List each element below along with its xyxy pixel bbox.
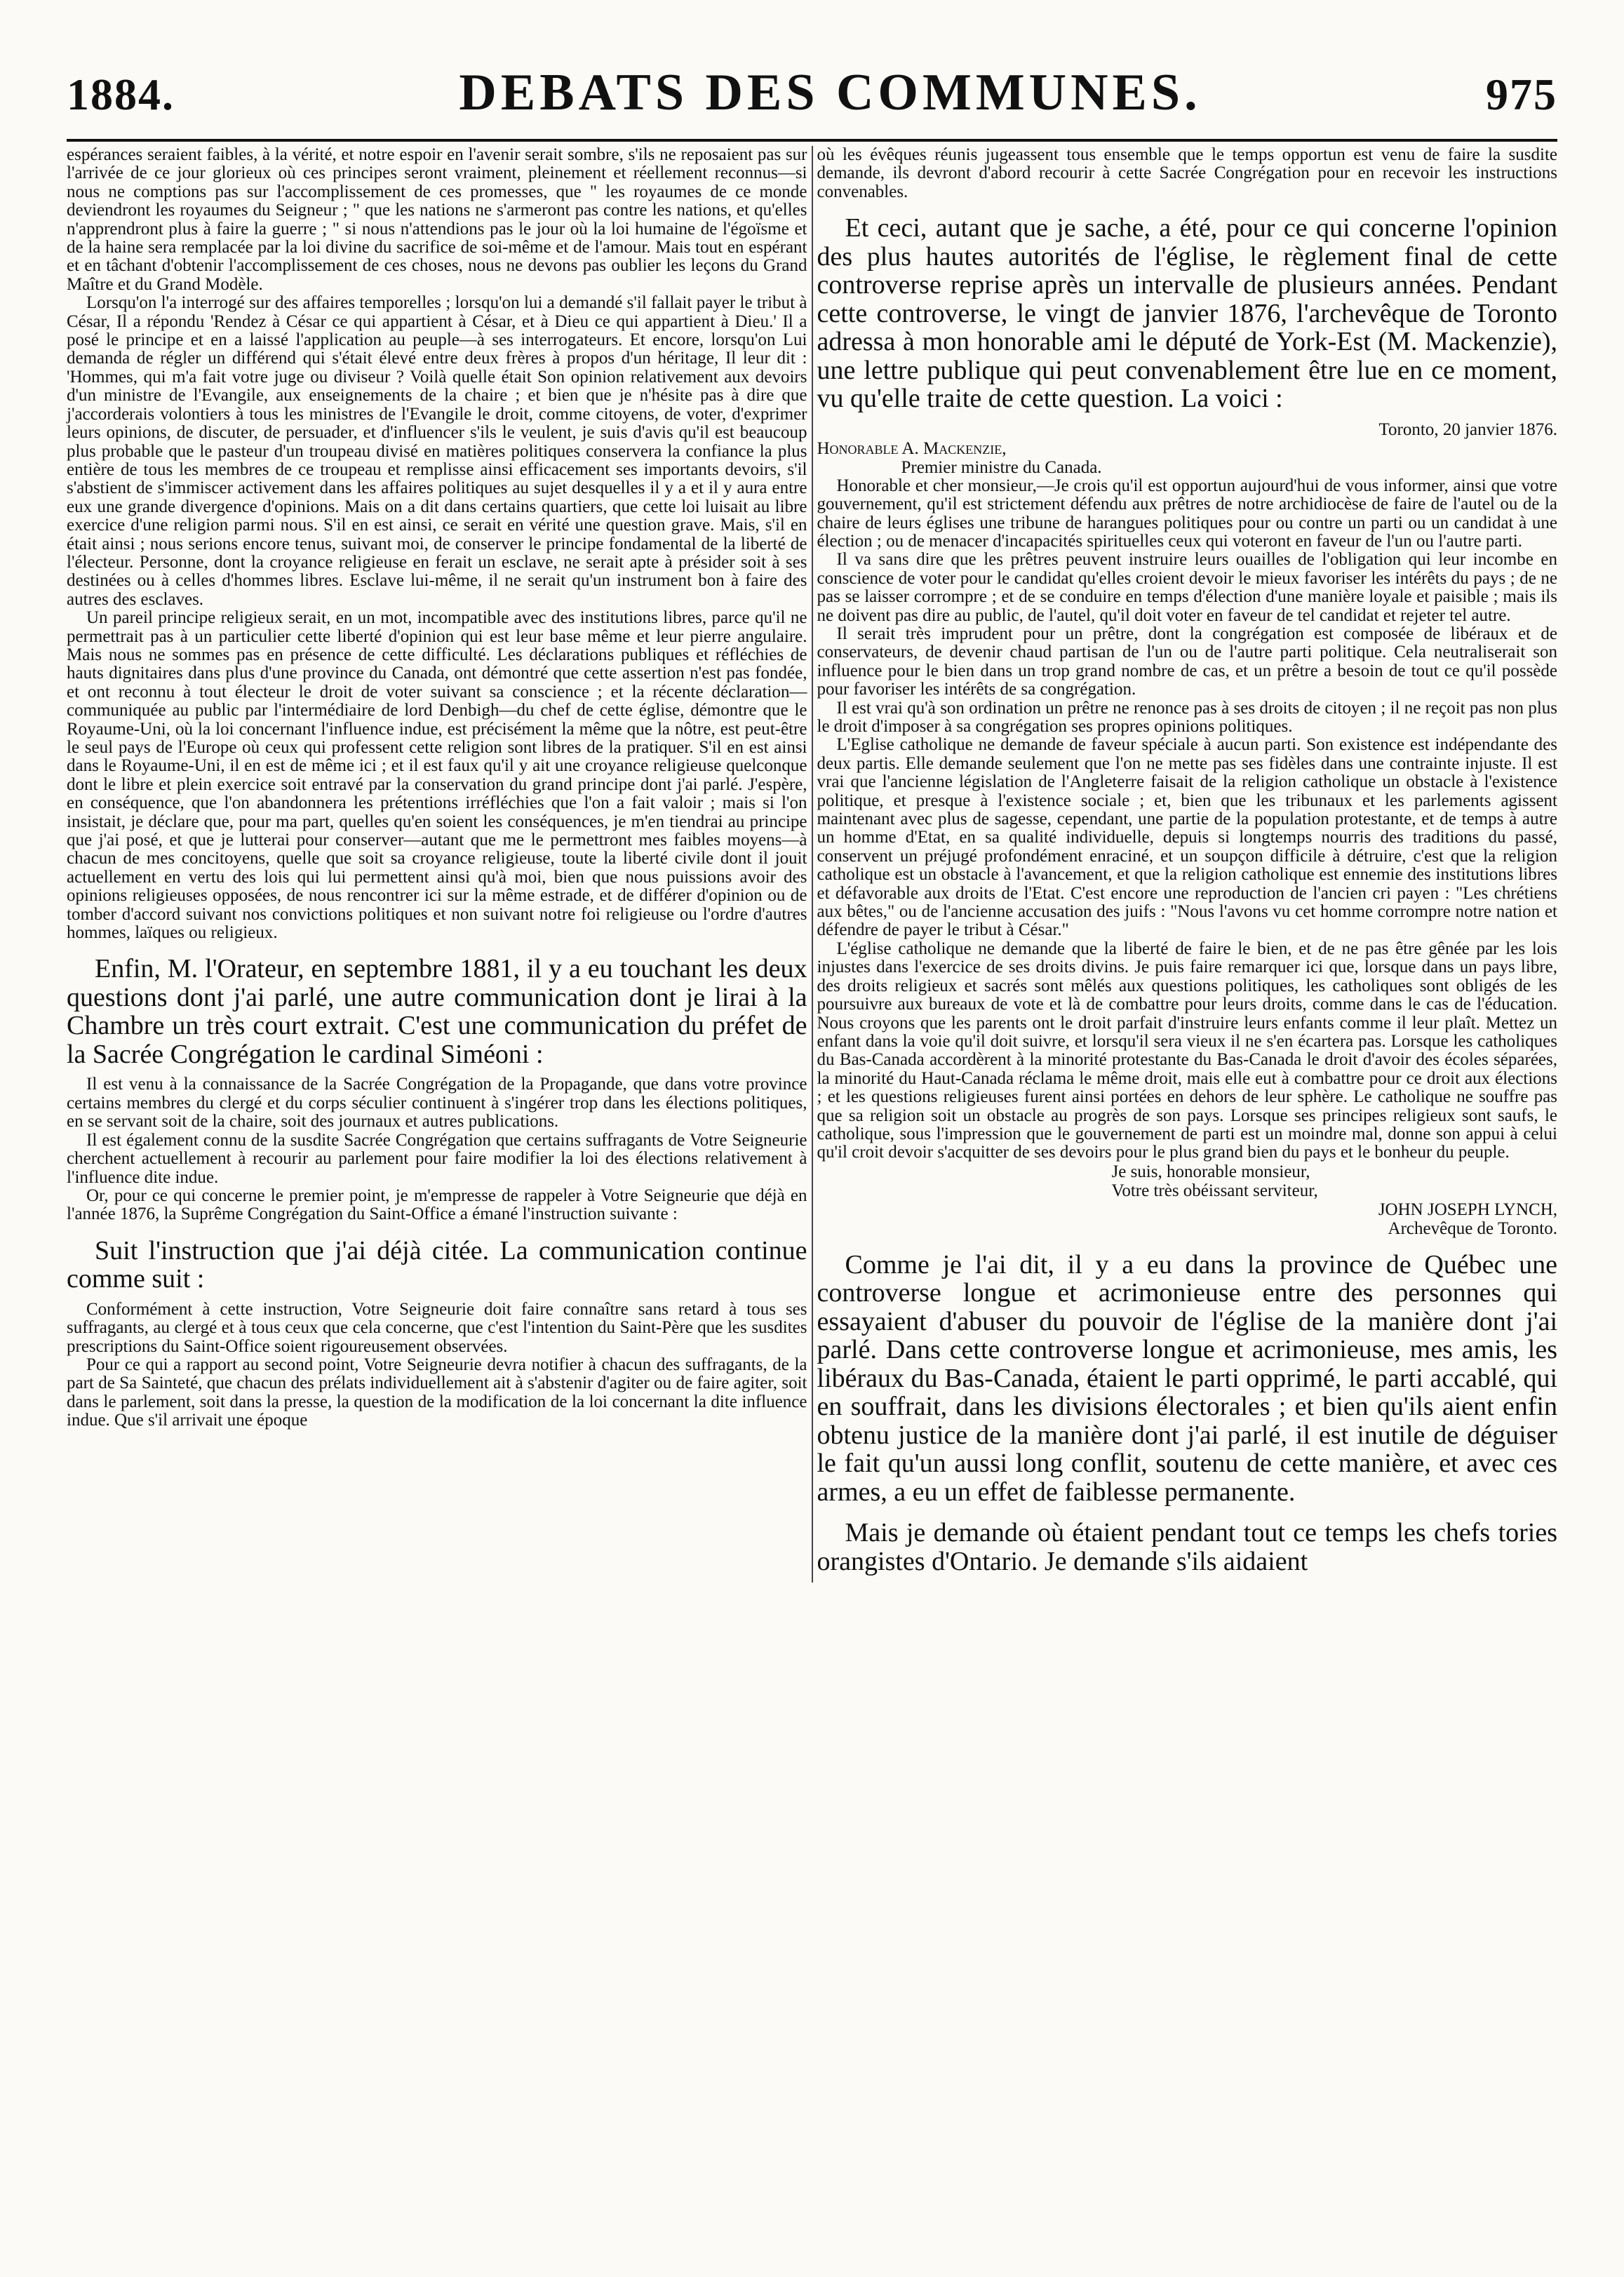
letter-addressee-title: Premier ministre du Canada. (901, 457, 1102, 477)
letter-paragraph: L'Eglise catholique ne demande de faveur spéciale à aucun parti. Son existence est indépendante des deux partis. Elle demande seulement que l'on ne mette pas ses fidèles dans une contrainte injuste. Il est vrai que l'ancienne législation de l'Angleterre faisait de la religion catholique un obstacle à l'existence politique, et presque à l'existence sociale ; et, bien que les tribunaux et les parlements agissent maintenant avec plus de sagesse, cependant, une partie de la population protestante, et de temps à autre un homme d'Etat, en sa qualité individuelle, depuis si longtemps nourris des traditions du passé, conservent un préjugé profondément enraciné, et un soupçon difficile à détruire, c'est que la religion catholique est un obstacle à l'avancement, et que la religion catholique est ennemie des institutions libres et défavorable aux droits de l'Etat. C'est encore une reproduction de l'ancien cri payen : "Les chrétiens aux bêtes," ou de l'ancienne accusation des juifs : "Nous l'avons vu cet homme corrompre notre nation et défendre de payer le tribut à César." (817, 735, 1557, 940)
quoted-paragraph: où les évêques réunis jugeassent tous ensemble que le temps opportun est venu de faire la susdite demande, ils devront d'abord recourir à cette Sacrée Congrégation pour en recevoir les instructions convenables. (817, 145, 1557, 201)
column-divider (812, 146, 813, 1583)
header-title: DEBATS DES COMMUNES. (459, 64, 1202, 121)
letter-closing: Je suis, honorable monsieur, (1111, 1162, 1310, 1181)
quoted-paragraph: Or, pour ce qui concerne le premier point, je m'empresse de rappeler à Votre Seigneurie que déjà en l'année 1876, la Suprême Congrégation du Saint-Office a émané l'instruction suivante : (67, 1185, 807, 1224)
letter-signature-title: Archevêque de Toronto. (1388, 1218, 1557, 1238)
page-header (67, 63, 1557, 133)
columns (67, 146, 1557, 1583)
letter-signature: JOHN JOSEPH LYNCH, (1378, 1200, 1557, 1219)
paragraph: espérances seraient faibles, à la vérité, et notre espoir en l'avenir serait sombre, s'ils ne reposaient pas sur l'arrivée de ce jour glorieux où ces principes seront vraiment, pleinement et réellement reconnus—si nous ne comptions pas sur l'accomplissement de ces promesses, que " les royaumes de ce monde deviendront les royaumes du Seigneur ; " que les nations ne s'armeront pas contre les nations, et qu'elles n'apprendront plus à faire la guerre ; " si nous n'attendions pas le jour où la loi humaine de l'égoïsme et de la haine sera remplacée par la loi divine du sacrifice de soi-même et de l'amour. Mais tout en espérant et en tâchant d'obtenir l'accomplissement de ces choses, nous ne devons pas oublier les leçons du Grand Maître et du Grand Modèle. (67, 145, 807, 294)
quoted-paragraph: Il est venu à la connaissance de la Sacrée Congrégation de la Propagande, que dans votre province certains membres du clergé et du corps séculier continuent à s'ingérer trop dans les élections politiques, en se servant soit de la chaire, soit des journaux et autres publications. (67, 1075, 807, 1131)
letter-paragraph: Honorable et cher monsieur,—Je crois qu'il est opportun aujourd'hui de vous informer, ainsi que votre gouvernement, qu'il est strictement défendu aux prêtres de notre archidiocèse de faire de l'autel ou de la chaire de leurs églises une tribune de harangues politiques pour ou contre un parti ou un candidat à une élection ; ou de menacer d'incapacités spirituelles ceux qui voteront en faveur de l'un ou l'autre parti. (817, 476, 1557, 551)
letter-paragraph: Il va sans dire que les prêtres peuvent instruire leurs ouailles de l'obligation qui leur incombe en conscience de voter pour le candidat qu'elles croient devoir le mieux favoriser les intérêts du pays ; de ne pas se laisser corrompre ; et de se conduire en temps d'élection d'une manière loyale et paisible ; mais ils ne doivent pas dire au public, de l'autel, qu'il doit voter en faveur de tel candidat et rejeter tel autre. (817, 550, 1557, 625)
speech-paragraph: Comme je l'ai dit, il y a eu dans la province de Québec une controverse longue et acrimonieuse entre des personnes qui essayaient d'abuser du pouvoir de l'église de la manière dont j'ai parlé. Dans cette controverse longue et acrimonieuse, mes amis, les libéraux du Bas-Canada, étaient le parti opprimé, le parti accablé, qui en souffrait, dans les divisions électorales ; et bien qu'ils aient enfin obtenu justice de la manière dont j'ai parlé, il est inutile de déguiser le fait qu'un aussi long conflit, soutenu de cette manière, et avec ces armes, a eu un effet de faiblesse permanente. (817, 1249, 1557, 1507)
right-column (817, 146, 1558, 1583)
paragraph: Un pareil principe religieux serait, en un mot, incompatible avec des institutions libres, parce qu'il ne permettrait pas à un particulier cette liberté d'opinion qui est leur base même et leur pierre angulaire. Mais nous ne sommes pas en présence de cette difficulté. Les déclarations publiques et réfléchies de hauts dignitaires dans plus d'une province du Canada, ont démontré que cette assertion n'est pas fondée, et ont reconnu à tout électeur le droit de voter suivant sa conscience ; et la récente déclaration—communiquée au public par l'intermédiaire de lord Denbigh—du chef de cette église, démontre que le Royaume-Uni, où la loi concernant l'influence indue, est précisément la même que la nôtre, est peut-être le seul pays de l'Europe où ceux qui professent cette religion sont libres de la pratiquer. S'il en est ainsi dans le Royaume-Uni, il en est de même ici ; et il est faux qu'il y ait une croyance religieuse quelconque dont le libre et plein exercice soit entravé par la conservation du grand principe dont j'ai parlé. J'espère, en conséquence, que l'on abandonnera les prétentions irréfléchies que l'on a fait valoir ; mais si l'on insistait, je déclare que, pour ma part, quelles qu'en soient les conséquences, je m'en tiendrai au principe que j'ai posé, et que je lutterai pour conserver—autant que me le permettront mes faibles moyens—à chacun de mes concitoyens, quelle que soit sa croyance religieuse, toute la liberté civile dont il jouit actuellement en vertu des lois qui lui permettent ainsi qu'à moi, bien que nous puissions avoir des opinions religieuses opposées, de nous rencontrer ici sur la même estrade, et de différer d'opinion ou de tomber d'accord suivant nos convictions politiques et non suivant notre foi religieuse ou l'ordre d'autres hommes, laïques ou religieux. (67, 608, 807, 943)
letter-addressee: Honorable A. Mackenzie, (817, 438, 1007, 458)
speech-paragraph: Suit l'instruction que j'ai déjà citée. La communication continue comme suit : (67, 1235, 807, 1294)
letter-date: Toronto, 20 janvier 1876. (1378, 419, 1557, 439)
letter-closing-2: Votre très obéissant serviteur, (1111, 1181, 1318, 1200)
speech-paragraph: Mais je demande où étaient pendant tout ce temps les chefs tories orangistes d'Ontario. Je demande s'ils aidaient (817, 1518, 1557, 1576)
page-number: 975 (1486, 69, 1557, 119)
quoted-paragraph: Conformément à cette instruction, Votre Seigneurie doit faire connaître sans retard à tous ses suffragants, au clergé et à tous ceux que cela concerne, que c'est l'intention du Saint-Père que les susdites prescriptions du Saint-Office soient rigoureusement observées. (67, 1299, 807, 1356)
letter-paragraph: L'église catholique ne demande que la liberté de faire le bien, et de ne pas être gênée par les lois injustes dans l'exercice de ses droits divins. Je puis faire remarquer ici que, lorsque dans un pays libre, des droits religieux et sacrés sont mêlés aux questions politiques, les catholiques sont obligés de les poursuivre aux bureaux de vote et là de combattre pour leurs droits, comme dans le cas de l'éducation. Nous croyons que les parents ont le droit parfait d'instruire leurs enfants comme il leur plaît. Mettez un enfant dans la voie qu'il doit suivre, et lorsqu'il sera vieux il ne s'en écartera pas. Lorsque les catholiques du Bas-Canada accordèrent à la minorité protestante du Bas-Canada le droit d'avoir des écoles séparées, la minorité du Haut-Canada réclama le même droit, mais elle eut à combattre pour ce droit aux élections ; et les questions religieuses furent ainsi portées en dehors de leur sphère. Le catholique ne souffre pas que sa religion soit un obstacle au progrès de son pays. Lorsque ses principes religieux sont saufs, le catholique, sous l'impression que le gouvernement de parti est un moindre mal, donne son appui à celui qu'il croit devoir s'acquitter de ses devoirs pour le plus grand bien du pays et le bonheur du peuple. (817, 939, 1557, 1162)
speech-paragraph: Enfin, M. l'Orateur, en septembre 1881, il y a eu touchant les deux questions dont j'ai parlé, une autre communication dont je lirai à la Chambre un très court extrait. C'est une communication du préfet de la Sacrée Congrégation le cardinal Siméoni : (67, 954, 807, 1069)
quoted-paragraph: Pour ce qui a rapport au second point, Votre Seigneurie devra notifier à chacun des suffragants, de la part de Sa Sainteté, que chacun des prélats individuellement ait à s'abstenir d'agiter ou de faire agiter, soit dans le parlement, soit dans la presse, la question de la modification de la loi concernant la dite influence indue. Que s'il arrivait une époque (67, 1355, 807, 1430)
left-column (67, 146, 807, 1583)
letter-paragraph: Il est vrai qu'à son ordination un prêtre ne renonce pas à ses droits de citoyen ; il ne reçoit pas non plus le droit d'imposer à sa congrégation ses propres opinions politiques. (817, 698, 1557, 736)
header-year: 1884. (67, 69, 175, 119)
speech-paragraph: Et ceci, autant que je sache, a été, pour ce qui concerne l'opinion des plus hautes autorités de l'église, le règlement final de cette controverse reprise après un intervalle de plusieurs années. Pendant cette controverse, le vingt de janvier 1876, l'archevêque de Toronto adressa à mon honorable ami le député de York-Est (M. Mackenzie), une lettre publique qui peut convenablement être lue en ce moment, vu qu'elle traite de cette question. La voici : (817, 213, 1557, 414)
letter-paragraph: Il serait très imprudent pour un prêtre, dont la congrégation est composée de libéraux et de conservateurs, de devenir chaud partisan de l'un ou de l'autre parti politique. Cela neutraliserait son influence pour le bien dans un trop grand nombre de cas, et un prêtre a besoin de tout ce qu'il possède pour favoriser les intérêts de sa congrégation. (817, 624, 1557, 699)
header-rule (67, 139, 1557, 142)
paragraph: Lorsqu'on l'a interrogé sur des affaires temporelles ; lorsqu'on lui a demandé s'il fallait payer le tribut à César, Il a répondu 'Rendez à César ce qui appartient à César, et à Dieu ce qui appartient à Dieu.' Il a posé le principe et en a laissé l'application au peuple—à ses interrogateurs. Et encore, lorsqu'on Lui demanda de régler un différend qui s'était élevé entre deux frères à propos d'un héritage, Il leur dit : 'Hommes, qui m'a fait votre juge ou diviseur ? Voilà quelle était Son opinion relativement aux devoirs d'un ministre de l'Evangile, aux enseignements de la chaire ; et bien que je n'hésite pas à dire que j'accorderais volontiers à tous les ministres de l'Evangile le droit, comme citoyens, de voter, d'exprimer leurs opinions, de discuter, de persuader, et d'influencer s'ils le veulent, je suis d'avis qu'il est beaucoup plus probable que le pasteur d'un troupeau divisé en matières politiques conservera la confiance la plus entière de tous les membres de ce troupeau et remplisse ainsi efficacement ses importants devoirs, s'il s'abstient de s'immiscer activement dans les affaires politiques au sujet desquelles il y a et il y aura entre eux une grande divergence d'opinions. Mais on a dit dans certains quartiers, que cette loi luisait au libre exercice d'une religion parmi nous. S'il en est ainsi, ce serait en vérité une question grave. Mais, s'il en était ainsi ; nous serions encore tenus, suivant moi, de conserver le principe fondamental de la liberté de l'électeur. Personne, dont la croyance religieuse en ferait un esclave, ne serait apte à présider soit à ses destinées ou à celles d'hommes libres. Esclave lui-même, il ne serait qu'un instrument bon à faire des autres des esclaves. (67, 293, 807, 609)
quoted-paragraph: Il est également connu de la susdite Sacrée Congrégation que certains suffragants de Votre Seigneurie cherchent actuellement à recourir au parlement pour faire modifier la loi des élections relativement à l'influence dite indue. (67, 1130, 807, 1187)
